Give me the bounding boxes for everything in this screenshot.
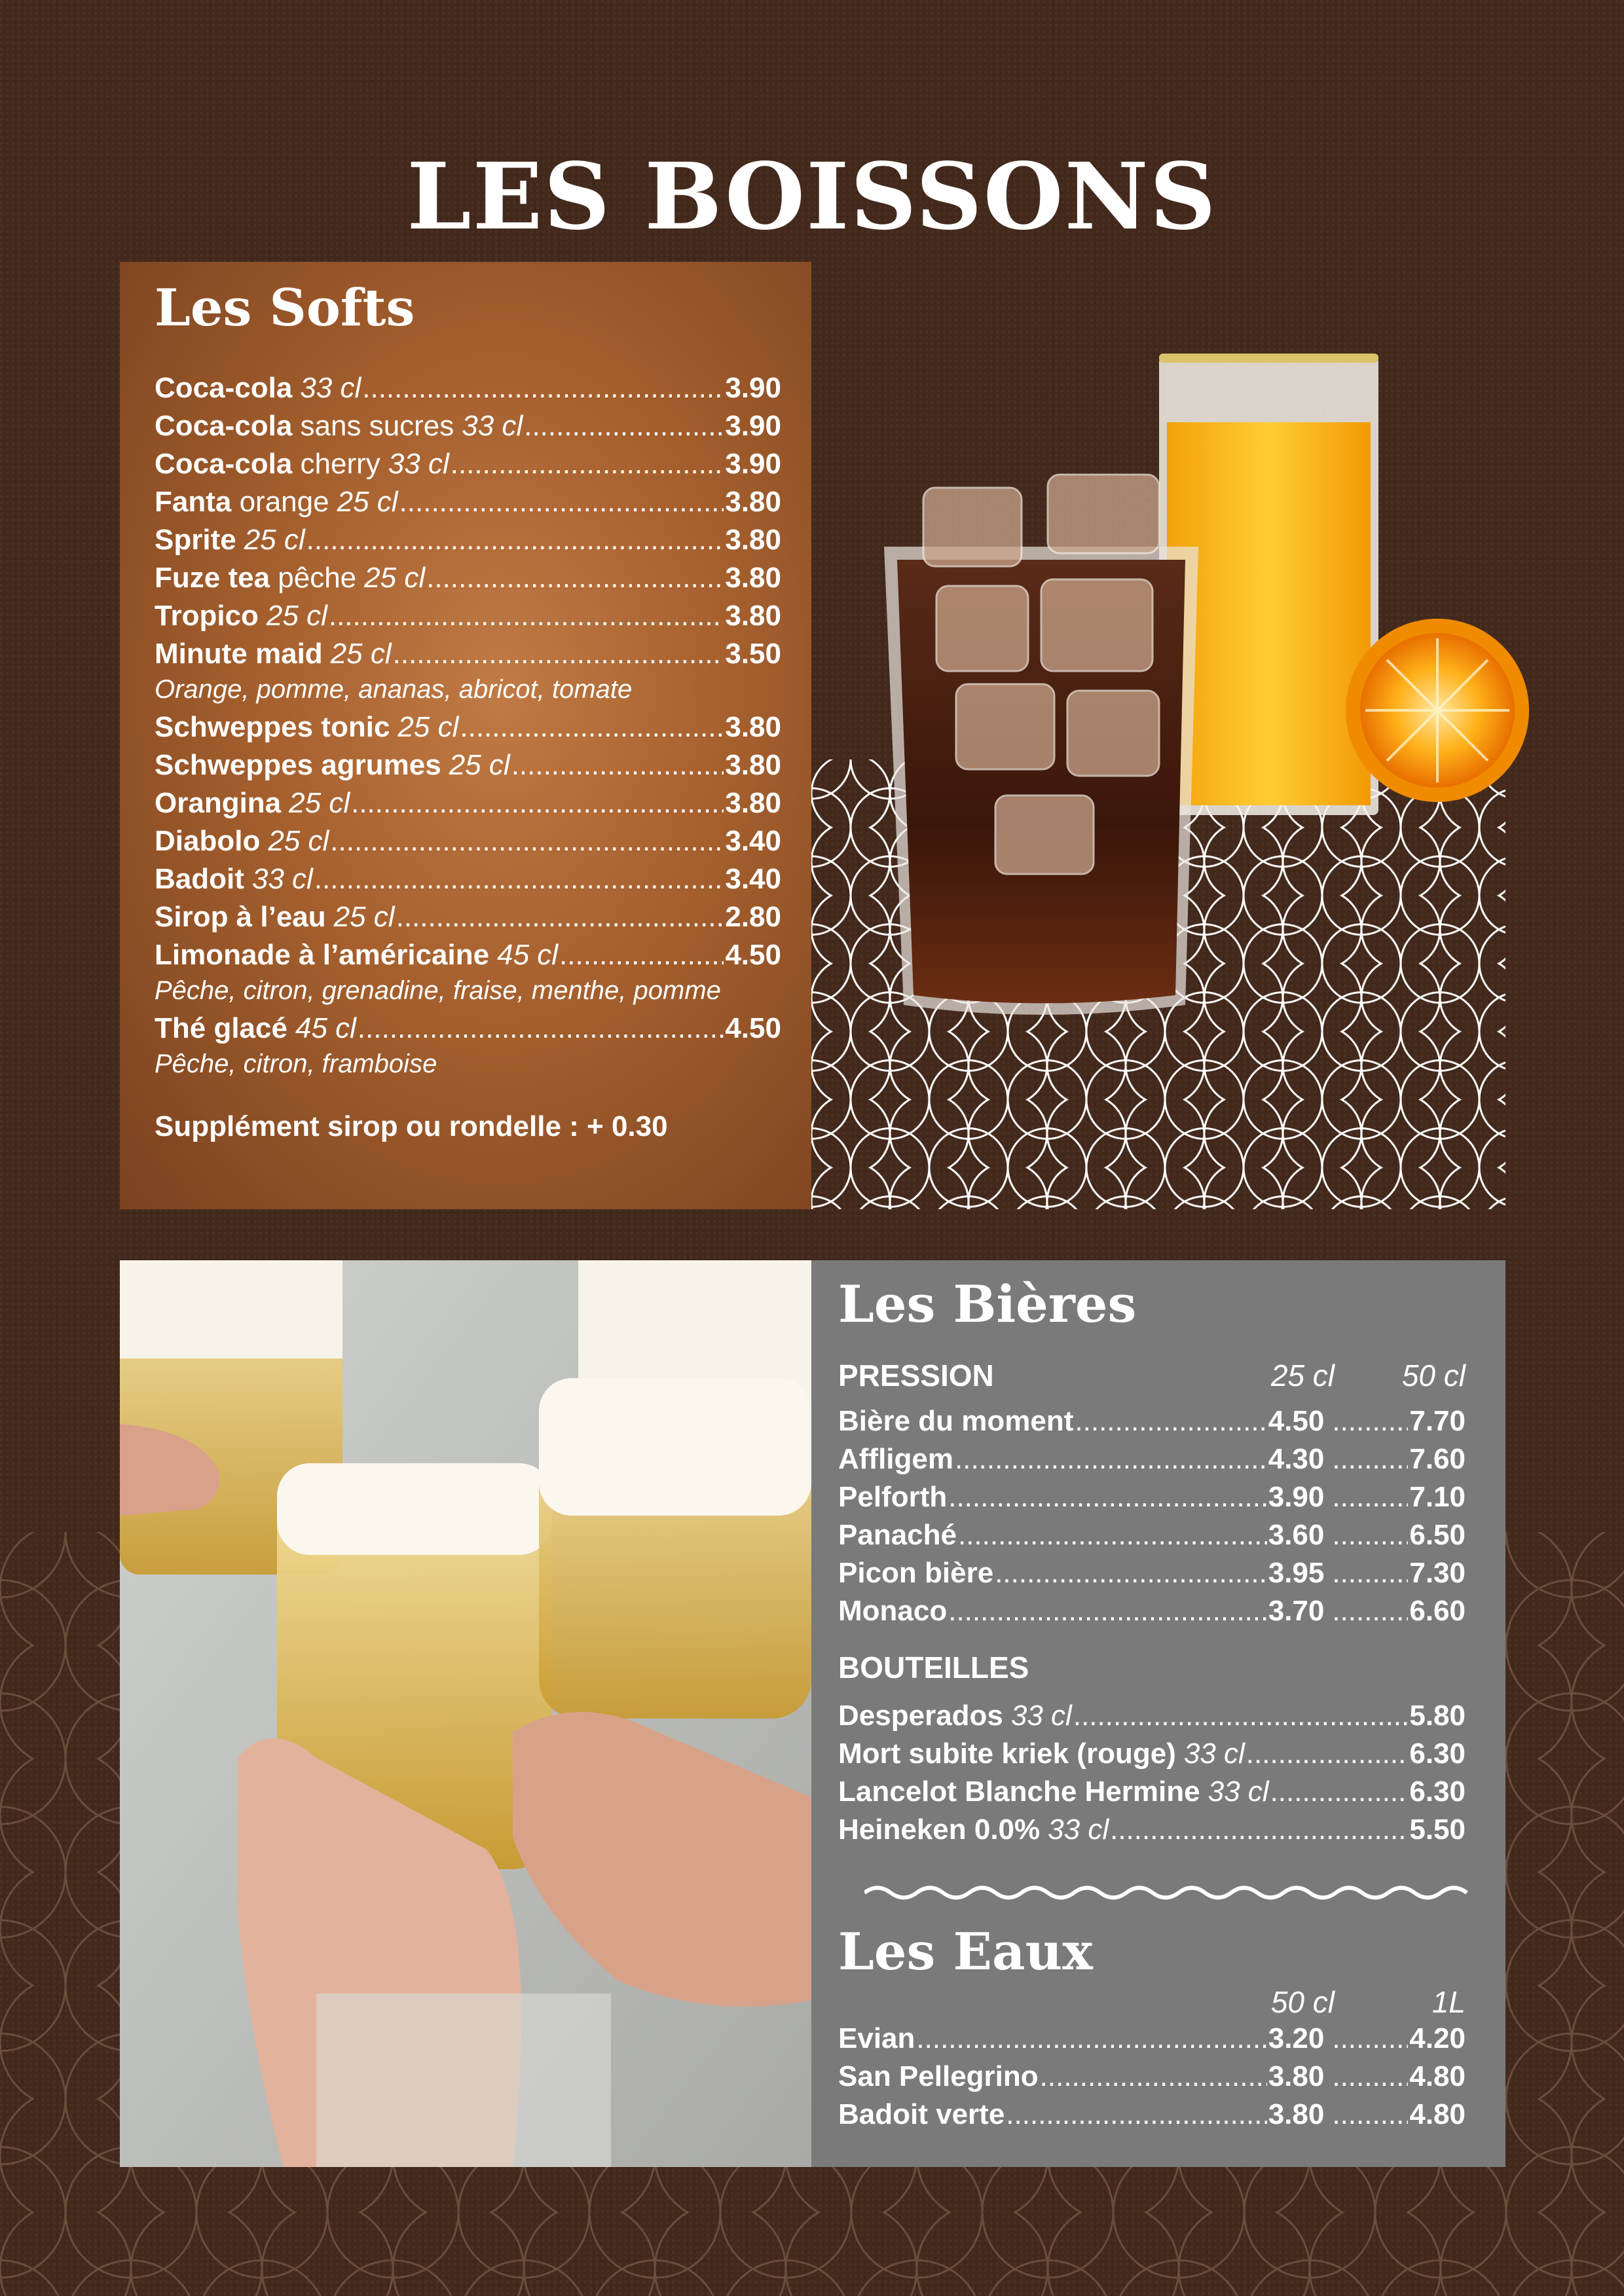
list-item [155, 445, 781, 483]
item-name: Heineken 0.0% [838, 1813, 1041, 1846]
list-item [155, 822, 781, 860]
dot-leader [1075, 1402, 1266, 1440]
drinks-image [877, 350, 1539, 1025]
item-price: 3.40 [725, 863, 781, 895]
dot-leader [1332, 2058, 1408, 2096]
dot-leader [1332, 1592, 1408, 1630]
item-price: 4.50 [725, 1012, 781, 1044]
dot-leader [1332, 1440, 1408, 1478]
dot-leader [1332, 1554, 1408, 1592]
item-price: 3.80 [725, 787, 781, 819]
item-volume: 45 cl [295, 1012, 356, 1044]
softs-panel [120, 262, 811, 1209]
dot-leader [524, 407, 724, 445]
item-volume: 25 cl [268, 825, 329, 857]
list-item [838, 1592, 1466, 1630]
item-name: Fanta [155, 486, 232, 518]
item-price-large: 7.70 [1409, 1405, 1466, 1437]
list-item [838, 1402, 1466, 1440]
list-item [155, 597, 781, 635]
list-item [838, 1811, 1466, 1849]
beers-panel [811, 1260, 1505, 2167]
item-name: Thé glacé [155, 1012, 287, 1044]
item-name: Diabolo [155, 825, 261, 857]
pression-col-25cl: 25 cl [1270, 1358, 1335, 1393]
dot-leader [451, 445, 724, 483]
list-item [838, 2020, 1466, 2058]
item-price: 5.50 [1409, 1813, 1466, 1846]
item-price-large: 4.80 [1409, 2098, 1466, 2130]
dot-leader [393, 635, 724, 673]
eaux-heading: Les Eaux [838, 1922, 1093, 1982]
item-name: Sirop à l’eau [155, 901, 326, 933]
list-item [838, 1735, 1466, 1773]
item-variant: sans sucres [292, 410, 454, 442]
item-volume: 25 cl [333, 901, 395, 933]
list-item [838, 1516, 1466, 1554]
dot-leader [1040, 2058, 1267, 2096]
item-name: Fuze tea [155, 562, 270, 594]
pression-col-50cl: 50 cl [1401, 1358, 1466, 1393]
item-name: Badoit [155, 863, 244, 895]
list-item [155, 784, 781, 822]
item-name: San Pellegrino [838, 2060, 1039, 2092]
item-price: 3.80 [725, 562, 781, 594]
list-item [838, 1697, 1466, 1735]
item-volume: 33 cl [1183, 1738, 1245, 1770]
item-name: Coca-cola [155, 410, 293, 442]
dot-leader [955, 1440, 1267, 1478]
item-price: 3.40 [725, 825, 781, 857]
dot-leader [358, 1010, 724, 1048]
dot-leader [1270, 1773, 1409, 1811]
eaux-col-50cl: 50 cl [1270, 1985, 1335, 2019]
eaux-col-1l: 1L [1431, 1985, 1466, 2019]
item-volume: 25 cl [337, 486, 398, 518]
item-volume: 33 cl [462, 410, 523, 442]
item-volume: 33 cl [251, 863, 313, 895]
softs-list [155, 369, 811, 1080]
item-price-small: 4.30 [1268, 1443, 1325, 1475]
beers-heading: Les Bières [838, 1275, 1137, 1334]
item-name: Orangina [155, 787, 282, 819]
dot-leader [1332, 2020, 1408, 2058]
item-price: 4.50 [725, 939, 781, 971]
list-item [155, 369, 781, 407]
item-volume: 33 cl [300, 372, 361, 404]
item-name: Coca-cola [155, 372, 293, 404]
dot-leader [958, 1516, 1267, 1554]
item-price-small: 3.60 [1268, 1519, 1325, 1551]
dot-leader [1246, 1735, 1409, 1773]
supplement-note: Supplément sirop ou rondelle : + 0.30 [155, 1110, 668, 1142]
pression-list [838, 1402, 1505, 1630]
item-price-small: 4.50 [1268, 1405, 1325, 1437]
item-price-large: 7.60 [1409, 1443, 1466, 1475]
eaux-header [838, 1984, 1466, 2020]
item-variant: cherry [292, 448, 380, 480]
list-item [838, 1773, 1466, 1811]
dot-leader [1332, 1478, 1408, 1516]
item-price-small: 3.20 [1268, 2022, 1325, 2054]
item-name: Monaco [838, 1595, 948, 1627]
item-name: Affligem [838, 1443, 953, 1475]
item-name: Badoit verte [838, 2098, 1005, 2130]
dot-leader [948, 1478, 1266, 1516]
item-name: Coca-cola [155, 448, 293, 480]
dot-leader [1332, 2096, 1408, 2134]
item-name: Lancelot Blanche Hermine [838, 1776, 1200, 1808]
softs-heading: Les Softs [155, 278, 415, 338]
eaux-list [838, 2020, 1505, 2134]
list-item [155, 898, 781, 936]
dot-leader [362, 369, 724, 407]
item-price-large: 7.10 [1409, 1481, 1466, 1513]
list-item [155, 936, 781, 974]
item-price: 3.90 [725, 448, 781, 480]
dot-leader [329, 597, 724, 635]
item-price-large: 6.50 [1409, 1519, 1466, 1551]
list-item [155, 521, 781, 559]
item-variant: pêche [270, 562, 357, 594]
item-volume: 25 cl [266, 600, 327, 632]
item-price-small: 3.95 [1268, 1557, 1325, 1589]
dot-leader [559, 936, 724, 974]
dot-leader [948, 1592, 1266, 1630]
item-price: 3.80 [725, 524, 781, 556]
dot-leader [460, 708, 724, 746]
item-price-large: 4.80 [1409, 2060, 1466, 2092]
item-name: Sprite [155, 524, 236, 556]
dot-leader [426, 559, 724, 597]
dot-leader [330, 822, 724, 860]
item-name: Desperados [838, 1700, 1003, 1732]
item-volume: 33 cl [1208, 1776, 1269, 1808]
wave-divider [864, 1883, 1480, 1903]
dot-leader [916, 2020, 1266, 2058]
item-name: Tropico [155, 600, 259, 632]
item-name: Minute maid [155, 638, 323, 670]
item-name: Panaché [838, 1519, 957, 1551]
item-price: 3.90 [725, 410, 781, 442]
list-item [838, 1440, 1466, 1478]
item-description: Pêche, citron, grenadine, fraise, menthe, pomme [155, 976, 721, 1005]
item-price: 3.90 [725, 372, 781, 404]
dot-leader [314, 860, 724, 898]
item-volume: 25 cl [397, 711, 459, 743]
item-name: Picon bière [838, 1557, 994, 1589]
item-price: 2.80 [725, 901, 781, 933]
list-item [838, 2096, 1466, 2134]
item-price: 6.30 [1409, 1738, 1466, 1770]
item-price-small: 3.80 [1268, 2098, 1325, 2130]
list-item [838, 1554, 1466, 1592]
page-title: LES BOISSONS [407, 143, 1217, 251]
item-price-small: 3.70 [1268, 1595, 1325, 1627]
list-item [155, 559, 781, 597]
dot-leader [306, 521, 724, 559]
item-volume: 33 cl [388, 448, 449, 480]
list-item [155, 860, 781, 898]
pression-label: PRESSION [838, 1358, 994, 1393]
dot-leader [399, 483, 724, 521]
item-volume: 25 cl [364, 562, 426, 594]
dot-leader [1332, 1402, 1408, 1440]
dot-leader [1073, 1697, 1409, 1735]
list-item [155, 1010, 781, 1048]
item-name: Limonade à l’américaine [155, 939, 490, 971]
item-name: Pelforth [838, 1481, 948, 1513]
list-item [155, 708, 781, 746]
item-volume: 25 cl [244, 524, 305, 556]
item-name: Schweppes tonic [155, 711, 390, 743]
item-description: Orange, pomme, ananas, abricot, tomate [155, 675, 633, 704]
pression-header [838, 1358, 1466, 1393]
item-price: 3.80 [725, 749, 781, 781]
item-price-large: 7.30 [1409, 1557, 1466, 1589]
item-volume: 25 cl [330, 638, 392, 670]
item-price: 5.80 [1409, 1700, 1466, 1732]
dot-leader [396, 898, 724, 936]
dot-leader [511, 746, 724, 784]
dot-leader [995, 1554, 1267, 1592]
item-price: 3.80 [725, 711, 781, 743]
item-price-large: 6.60 [1409, 1595, 1466, 1627]
item-price: 6.30 [1409, 1776, 1466, 1808]
bouteilles-list [838, 1697, 1505, 1849]
list-item [155, 483, 781, 521]
item-price: 3.80 [725, 600, 781, 632]
bouteilles-label: BOUTEILLES [838, 1650, 1029, 1685]
item-price-large: 4.20 [1409, 2022, 1466, 2054]
item-price-small: 3.80 [1268, 2060, 1325, 2092]
item-volume: 33 cl [1010, 1700, 1072, 1732]
item-volume: 25 cl [449, 749, 510, 781]
item-price-small: 3.90 [1268, 1481, 1325, 1513]
item-volume: 45 cl [497, 939, 559, 971]
list-item [155, 635, 781, 673]
dot-leader [1006, 2096, 1266, 2134]
item-price: 3.80 [725, 486, 781, 518]
list-item [838, 1478, 1466, 1516]
dot-leader [1332, 1516, 1408, 1554]
beer-cheers-image [120, 1260, 811, 2167]
item-description: Pêche, citron, framboise [155, 1049, 437, 1078]
dot-leader [1110, 1811, 1408, 1849]
item-volume: 25 cl [289, 787, 350, 819]
list-item [155, 407, 781, 445]
item-price: 3.50 [725, 638, 781, 670]
item-name: Bière du moment [838, 1405, 1074, 1437]
list-item [155, 746, 781, 784]
item-variant: orange [231, 486, 329, 518]
item-name: Mort subite kriek (rouge) [838, 1738, 1176, 1770]
item-name: Evian [838, 2022, 915, 2054]
list-item [838, 2058, 1466, 2096]
item-volume: 33 cl [1048, 1813, 1109, 1846]
item-name: Schweppes agrumes [155, 749, 441, 781]
dot-leader [351, 784, 724, 822]
